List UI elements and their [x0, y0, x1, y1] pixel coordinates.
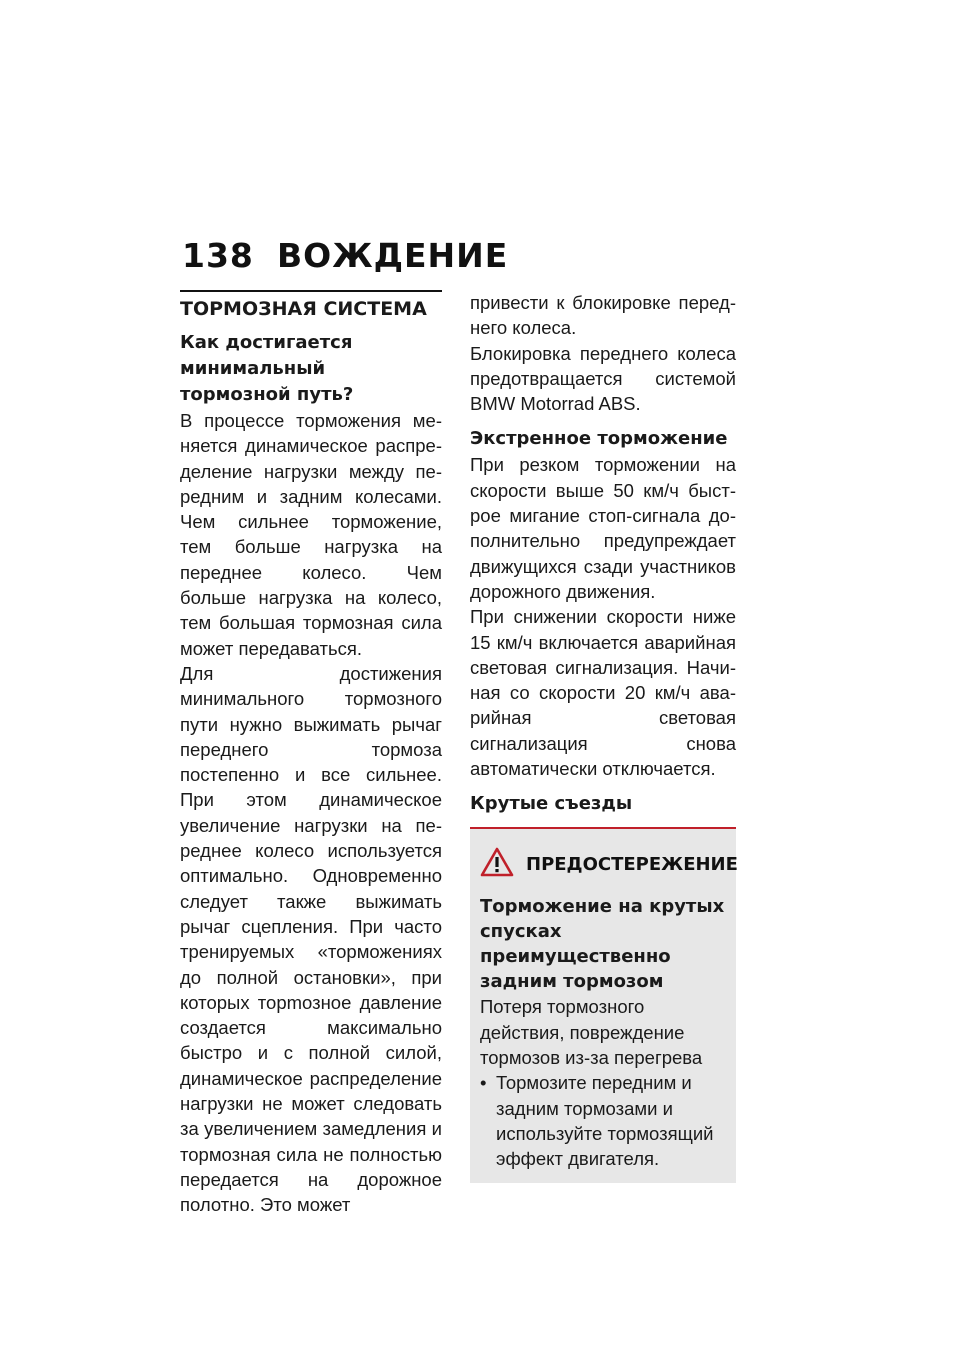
subheading-min-braking: Как достигается минимальный тормозной путь? — [180, 332, 354, 405]
bullet-marker: • — [480, 1072, 487, 1094]
paragraph: привести к блокировке переднего колеса. — [470, 292, 736, 339]
paragraph: При снижении скорости ниже 15 км/ч включается аварийная световая сигнализация. Начиная со скорости 20 км/ч аварийная световая сигнализация снова автоматически отключается. — [470, 606, 736, 780]
paragraph: В процессе торможения меняется динамическое распределение нагрузки между передним и задним колесами. Чем сильнее торможение, тем больше нагрузка на переднее колесо. Чем больше нагрузка на колесо, тем большая тормозная сила может передаваться. — [180, 410, 442, 659]
page-number: 138 — [182, 236, 254, 275]
page-header — [182, 236, 508, 275]
section-title: ТОРМОЗНАЯ СИСТЕМА — [180, 298, 427, 320]
paragraph: При резком торможении на скорости выше 50 км/ч быстрое мигание стоп-сигнала дополнительно предупреждает движущихся сзади участников дорожного движения. — [470, 454, 736, 602]
warning-title: Торможение на крутых спусках преимущественно задним тормозом — [480, 896, 725, 993]
paragraph: Блокировка переднего колеса предотвращается системой BMW Motorrad ABS. — [470, 342, 736, 415]
section-rule — [180, 290, 442, 292]
left-column — [180, 290, 442, 1218]
paragraph: Для достижения минимального тормозного пути нужно выжимать рычаг переднего тормоза постепенно и все сильнее. При этом динамическое увеличение нагрузки на переднее колесо используется оптимально. Одновременно следует также выжимать рычаг сцепления. При часто тренируемых «торможениях до полной остановки», при которых торmозное давление создается максимально быстро и с полной силой, динамическое распределение нагрузки не может следовать за увеличением замедления и тормозная сила не полностью передается на дорожное полотно. Это может — [180, 662, 442, 1216]
warning-bullet — [480, 1070, 726, 1171]
warning-header — [480, 839, 738, 894]
chapter-title: ВОЖДЕНИЕ — [277, 236, 509, 275]
warning-box — [470, 829, 736, 1183]
right-column — [470, 290, 736, 1183]
warning-text: Потеря тормозного действия, повреждение тормозов из-за перегрева — [480, 996, 703, 1068]
subheading-steep-descents: Крутые съезды — [470, 793, 633, 815]
bullet-text: Тормозите передним и задним тормозами и используйте тормозящий эффект двигателя. — [496, 1072, 714, 1170]
warning-label: ПРЕДОСТЕРЕЖЕНИЕ — [526, 854, 738, 876]
subheading-emergency-braking: Экстренное торможение — [470, 428, 728, 450]
warning-triangle-icon — [480, 847, 514, 882]
